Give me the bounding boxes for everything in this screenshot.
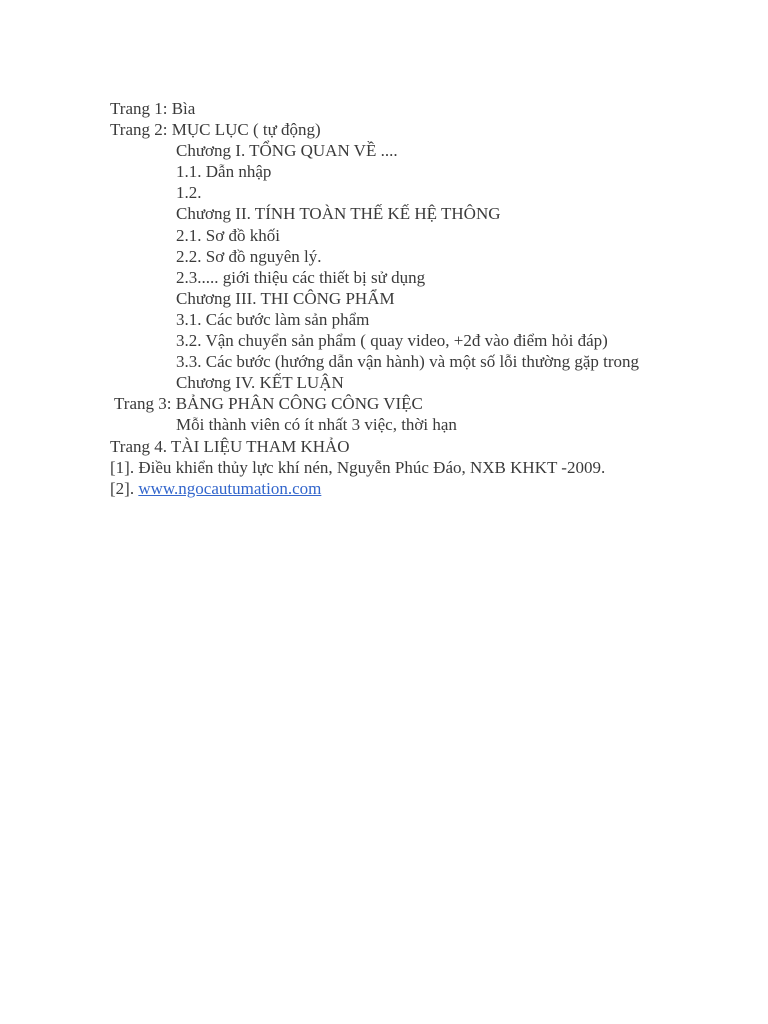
section-2-1: 2.1. Sơ đồ khối — [176, 225, 280, 245]
page-3-entry: Trang 3: BẢNG PHÂN CÔNG CÔNG VIỆC — [114, 394, 423, 414]
reference-2-prefix: [2]. — [110, 478, 135, 498]
page-4-entry: Trang 4. TÀI LIỆU THAM KHẢO — [110, 436, 350, 456]
chapter-3-heading: Chương III. THI CÔNG PHẨM — [176, 288, 395, 308]
section-3-2: 3.2. Vận chuyển sản phẩm ( quay video, +2đ vào điểm hỏi đáp) — [176, 331, 608, 351]
document-body — [110, 98, 710, 499]
section-2-3: 2.3..... giới thiệu các thiết bị sử dụng — [176, 267, 426, 287]
reference-2 — [110, 478, 710, 499]
section-3-3: 3.3. Các bước (hướng dẫn vận hành) và một số lỗi thường gặp trong — [176, 352, 640, 372]
page-2-entry: Trang 2: MỤC LỤC ( tự động) — [110, 120, 321, 140]
reference-1: [1]. Điều khiển thủy lực khí nén, Nguyễn Phúc Đáo, NXB KHKT -2009. — [110, 457, 606, 477]
chapter-4-heading: Chương IV. KẾT LUẬN — [176, 373, 344, 393]
page-3-note: Mỗi thành viên có ít nhất 3 việc, thời hạn — [176, 415, 457, 435]
reference-2-link[interactable]: www.ngocautumation.com — [138, 478, 322, 498]
page-1-entry: Trang 1: Bìa — [110, 99, 196, 118]
section-3-1: 3.1. Các bước làm sản phẩm — [176, 309, 370, 329]
section-1-2: 1.2. — [176, 183, 202, 203]
chapter-2-heading: Chương II. TÍNH TOÀN THẾ KẾ HỆ THÔNG — [176, 204, 501, 224]
chapter-1-heading: Chương I. TỔNG QUAN VỀ .... — [176, 141, 398, 161]
section-2-2: 2.2. Sơ đồ nguyên lý. — [176, 246, 322, 266]
section-1-1: 1.1. Dẫn nhập — [176, 162, 272, 182]
